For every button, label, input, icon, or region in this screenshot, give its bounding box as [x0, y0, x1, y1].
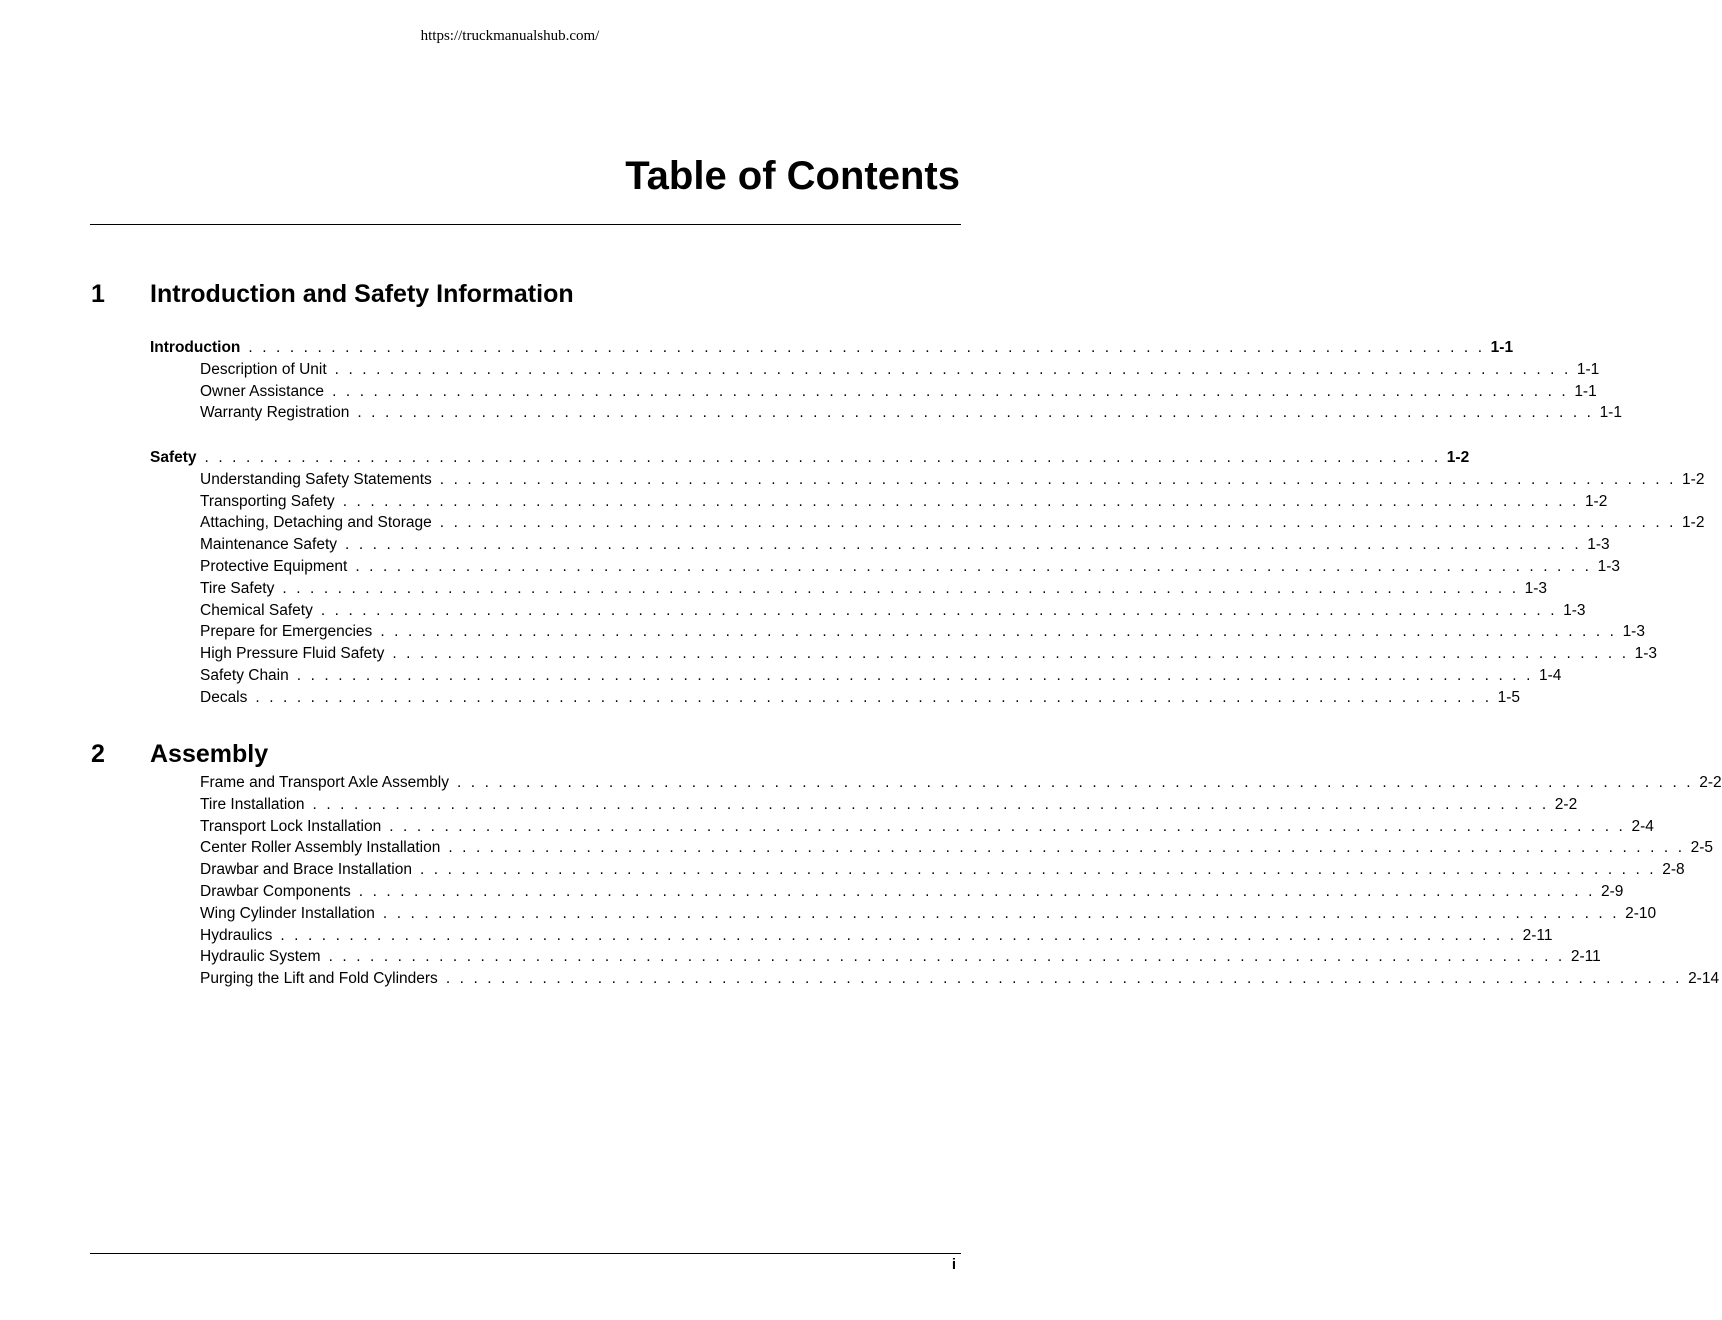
toc-entry-label: Safety Chain [200, 667, 289, 684]
toc-entry-page: 1-1 [1490, 339, 1514, 356]
dot-leader: . . . . . . . . . . . . . . . . . . . . . . . . . . . . . . . . . . . . . . . . . . . . . . . . . . . . . . . . . . . . . . . . . . . . . . . . . . . . . . . . . . . . . . . . . . [282, 579, 1519, 597]
dot-leader: . . . . . . . . . . . . . . . . . . . . . . . . . . . . . . . . . . . . . . . . . . . . . . . . . . . . . . . . . . . . . . . . . . . . . . . . . . . . . . . . . . . . . . . . . . [380, 623, 1617, 641]
toc-entry[interactable] [200, 881, 1624, 903]
toc-entry-page: 1-3 [1622, 623, 1645, 641]
toc-entry-label: Decals [200, 688, 248, 706]
dot-leader: . . . . . . . . . . . . . . . . . . . . . . . . . . . . . . . . . . . . . . . . . . . . . . . . . . . . . . . . . . . . . . . . . . . . . . . . . . . . . . . . . . . . . . . . . . [312, 795, 1549, 813]
toc-entry[interactable] [200, 837, 1714, 859]
dot-leader: . . . . . . . . . . . . . . . . . . . . . . . . . . . . . . . . . . . . . . . . . . . . . . . . . . . . . . . . . . . . . . . . . . . . . . . . . . . . . . . . . . . . . . . . . . [419, 861, 1657, 879]
dot-leader: . . . . . . . . . . . . . . . . . . . . . . . . . . . . . . . . . . . . . . . . . . . . . . . . . . . . . . . . . . . . . . . . . . . . . . . . . . . . . . . . . . . . . . . . . . [328, 948, 1565, 966]
toc-entry[interactable] [200, 402, 1622, 424]
footer-divider [90, 1253, 961, 1254]
toc-entry[interactable] [200, 794, 1578, 816]
toc-entry-page: 2-10 [1625, 904, 1657, 922]
toc-entry-page: 2-5 [1690, 839, 1714, 857]
dot-leader: . . . . . . . . . . . . . . . . . . . . . . . . . . . . . . . . . . . . . . . . . . . . . . . . . . . . . . . . . . . . . . . . . . . . . . . . . . . . . . . . . . . . . . . . . . [320, 601, 1558, 619]
dot-leader: . . . . . . . . . . . . . . . . . . . . . . . . . . . . . . . . . . . . . . . . . . . . . . . . . . . . . . . . . . . . . . . . . . . . . . . . . . . . . . . . . . . . . . . . . . [248, 339, 1485, 356]
chapter-number: 2 [91, 740, 105, 768]
toc-entry[interactable] [200, 381, 1597, 403]
toc-entry-page: 1-2 [1446, 449, 1470, 466]
toc-entry-label: Description of Unit [200, 360, 327, 378]
dot-leader: . . . . . . . . . . . . . . . . . . . . . . . . . . . . . . . . . . . . . . . . . . . . . . . . . . . . . . . . . . . . . . . . . . . . . . . . . . . . . . . . . . . . . . . . . . [382, 904, 1620, 922]
toc-entry-label: Purging the Lift and Fold Cylinders [200, 970, 438, 988]
toc-entry-page: 1-3 [1524, 579, 1548, 597]
dot-leader: . . . . . . . . . . . . . . . . . . . . . . . . . . . . . . . . . . . . . . . . . . . . . . . . . . . . . . . . . . . . . . . . . . . . . . . . . . . . . . . . . . . . . . . . . . [392, 645, 1629, 663]
toc-entry[interactable] [200, 512, 1705, 534]
title-divider [90, 224, 961, 225]
toc-entry[interactable] [200, 772, 1722, 794]
dot-leader: . . . . . . . . . . . . . . . . . . . . . . . . . . . . . . . . . . . . . . . . . . . . . . . . . . . . . . . . . . . . . . . . . . . . . . . . . . . . . . . . . . . . . . . . . . [255, 688, 1492, 706]
toc-entry-label: Protective Equipment [200, 558, 348, 575]
toc-entry-page: 2-2 [1699, 774, 1722, 791]
dot-leader: . . . . . . . . . . . . . . . . . . . . . . . . . . . . . . . . . . . . . . . . . . . . . . . . . . . . . . . . . . . . . . . . . . . . . . . . . . . . . . . . . . . . . . . . . . [357, 404, 1594, 422]
dot-leader: . . . . . . . . . . . . . . . . . . . . . . . . . . . . . . . . . . . . . . . . . . . . . . . . . . . . . . . . . . . . . . . . . . . . . . . . . . . . . . . . . . . . . . . . . . [204, 449, 1441, 466]
toc-entry-label: Tire Installation [200, 795, 305, 813]
toc-entry-label: Hydraulics [200, 926, 273, 944]
toc-entry-label: Transport Lock Installation [200, 817, 382, 835]
dot-leader: . . . . . . . . . . . . . . . . . . . . . . . . . . . . . . . . . . . . . . . . . . . . . . . . . . . . . . . . . . . . . . . . . . . . . . . . . . . . . . . . . . . . . . . . . . [332, 382, 1569, 400]
toc-entry-page: 1-1 [1574, 382, 1597, 400]
dot-leader: . . . . . . . . . . . . . . . . . . . . . . . . . . . . . . . . . . . . . . . . . . . . . . . . . . . . . . . . . . . . . . . . . . . . . . . . . . . . . . . . . . . . . . . . . . [445, 970, 1683, 988]
toc-entry-label: Understanding Safety Statements [200, 470, 432, 488]
toc-entry[interactable] [200, 600, 1586, 622]
toc-entry-page: 1-5 [1497, 688, 1521, 706]
dot-leader: . . . . . . . . . . . . . . . . . . . . . . . . . . . . . . . . . . . . . . . . . . . . . . . . . . . . . . . . . . . . . . . . . . . . . . . . . . . . . . . . . . . . . . . . . . [342, 492, 1579, 510]
toc-entry-label: Safety [150, 449, 197, 466]
dot-leader: . . . . . . . . . . . . . . . . . . . . . . . . . . . . . . . . . . . . . . . . . . . . . . . . . . . . . . . . . . . . . . . . . . . . . . . . . . . . . . . . . . . . . . . . . . [355, 558, 1592, 575]
toc-entry[interactable] [200, 665, 1562, 687]
page-title: Table of Contents [625, 154, 960, 198]
toc-entry-label: Chemical Safety [200, 601, 313, 619]
toc-entry-label: Center Roller Assembly Installation [200, 839, 441, 857]
toc-entry[interactable] [200, 556, 1620, 578]
dot-leader: . . . . . . . . . . . . . . . . . . . . . . . . . . . . . . . . . . . . . . . . . . . . . . . . . . . . . . . . . . . . . . . . . . . . . . . . . . . . . . . . . . . . . . . . . . [448, 839, 1685, 857]
toc-entry-label: Introduction [150, 339, 241, 356]
toc-entry-page: 1-1 [1599, 404, 1622, 422]
toc-entry-label: High Pressure Fluid Safety [200, 645, 385, 663]
toc-entry-label: Attaching, Detaching and Storage [200, 514, 432, 532]
toc-entry-label: Transporting Safety [200, 492, 335, 510]
toc-entry-page: 1-2 [1682, 514, 1705, 532]
toc-section-entry[interactable] [150, 447, 1470, 469]
dot-leader: . . . . . . . . . . . . . . . . . . . . . . . . . . . . . . . . . . . . . . . . . . . . . . . . . . . . . . . . . . . . . . . . . . . . . . . . . . . . . . . . . . . . . . . . . . [456, 774, 1694, 791]
toc-entry-page: 2-14 [1688, 970, 1720, 988]
chapter-number: 1 [91, 280, 105, 308]
toc-entry-page: 1-4 [1539, 667, 1562, 684]
toc-entry-page: 2-2 [1554, 795, 1578, 813]
toc-entry-label: Hydraulic System [200, 948, 321, 966]
toc-entry-label: Wing Cylinder Installation [200, 904, 375, 922]
toc-entry[interactable] [200, 491, 1608, 513]
toc-entry[interactable] [200, 578, 1548, 600]
dot-leader: . . . . . . . . . . . . . . . . . . . . . . . . . . . . . . . . . . . . . . . . . . . . . . . . . . . . . . . . . . . . . . . . . . . . . . . . . . . . . . . . . . . . . . . . . . [280, 926, 1517, 944]
toc-entry[interactable] [200, 359, 1600, 381]
page-number: i [951, 1256, 956, 1273]
toc-entry[interactable] [200, 925, 1553, 947]
chapter-title: Assembly [150, 740, 269, 768]
toc-entry-page: 1-2 [1682, 470, 1705, 488]
toc-entry[interactable] [200, 687, 1521, 709]
toc-entry-label: Prepare for Emergencies [200, 623, 373, 641]
toc-entry-page: 2-4 [1631, 817, 1654, 835]
toc-entry[interactable] [200, 903, 1657, 925]
toc-entry-page: 1-1 [1576, 360, 1600, 378]
toc-entry-page: 2-8 [1662, 861, 1685, 879]
dot-leader: . . . . . . . . . . . . . . . . . . . . . . . . . . . . . . . . . . . . . . . . . . . . . . . . . . . . . . . . . . . . . . . . . . . . . . . . . . . . . . . . . . . . . . . . . . [358, 883, 1596, 900]
toc-entry-label: Drawbar and Brace Installation [200, 861, 412, 879]
header-url: https://truckmanualshub.com/ [420, 28, 600, 44]
dot-leader: . . . . . . . . . . . . . . . . . . . . . . . . . . . . . . . . . . . . . . . . . . . . . . . . . . . . . . . . . . . . . . . . . . . . . . . . . . . . . . . . . . . . . . . . . . [439, 470, 1677, 488]
chapter-title: Introduction and Safety Information [150, 280, 574, 308]
toc-entry[interactable] [200, 859, 1685, 881]
toc-entry-page: 1-3 [1634, 645, 1658, 663]
toc-entry[interactable] [200, 968, 1720, 990]
toc-entry-label: Owner Assistance [200, 382, 325, 400]
toc-entry-label: Warranty Registration [200, 404, 350, 422]
toc-entry-page: 2-11 [1522, 926, 1553, 944]
dot-leader: . . . . . . . . . . . . . . . . . . . . . . . . . . . . . . . . . . . . . . . . . . . . . . . . . . . . . . . . . . . . . . . . . . . . . . . . . . . . . . . . . . . . . . . . . . [296, 667, 1533, 684]
toc-entry[interactable] [200, 621, 1645, 643]
toc-entry-page: 2-11 [1570, 948, 1601, 966]
toc-entry-page: 1-3 [1563, 601, 1586, 619]
toc-entry-page: 1-3 [1587, 536, 1610, 554]
toc-entry[interactable] [200, 534, 1610, 556]
toc-entry[interactable] [200, 946, 1601, 968]
toc-entry-label: Maintenance Safety [200, 536, 338, 554]
dot-leader: . . . . . . . . . . . . . . . . . . . . . . . . . . . . . . . . . . . . . . . . . . . . . . . . . . . . . . . . . . . . . . . . . . . . . . . . . . . . . . . . . . . . . . . . . . [439, 514, 1677, 532]
toc-entry[interactable] [200, 643, 1658, 665]
dot-leader: . . . . . . . . . . . . . . . . . . . . . . . . . . . . . . . . . . . . . . . . . . . . . . . . . . . . . . . . . . . . . . . . . . . . . . . . . . . . . . . . . . . . . . . . . . [389, 817, 1626, 835]
toc-entry-label: Frame and Transport Axle Assembly [200, 774, 449, 791]
dot-leader: . . . . . . . . . . . . . . . . . . . . . . . . . . . . . . . . . . . . . . . . . . . . . . . . . . . . . . . . . . . . . . . . . . . . . . . . . . . . . . . . . . . . . . . . . . [345, 536, 1582, 554]
toc-entry-page: 1-2 [1584, 492, 1608, 510]
toc-entry-page: 1-3 [1597, 558, 1620, 575]
toc-entry-label: Drawbar Components [200, 883, 351, 900]
toc-entry-label: Tire Safety [200, 579, 275, 597]
toc-entry[interactable] [200, 469, 1705, 491]
toc-entry[interactable] [200, 816, 1654, 838]
dot-leader: . . . . . . . . . . . . . . . . . . . . . . . . . . . . . . . . . . . . . . . . . . . . . . . . . . . . . . . . . . . . . . . . . . . . . . . . . . . . . . . . . . . . . . . . . . [334, 360, 1571, 378]
toc-entry-page: 2-9 [1601, 883, 1624, 900]
toc-section-entry[interactable] [150, 337, 1514, 359]
